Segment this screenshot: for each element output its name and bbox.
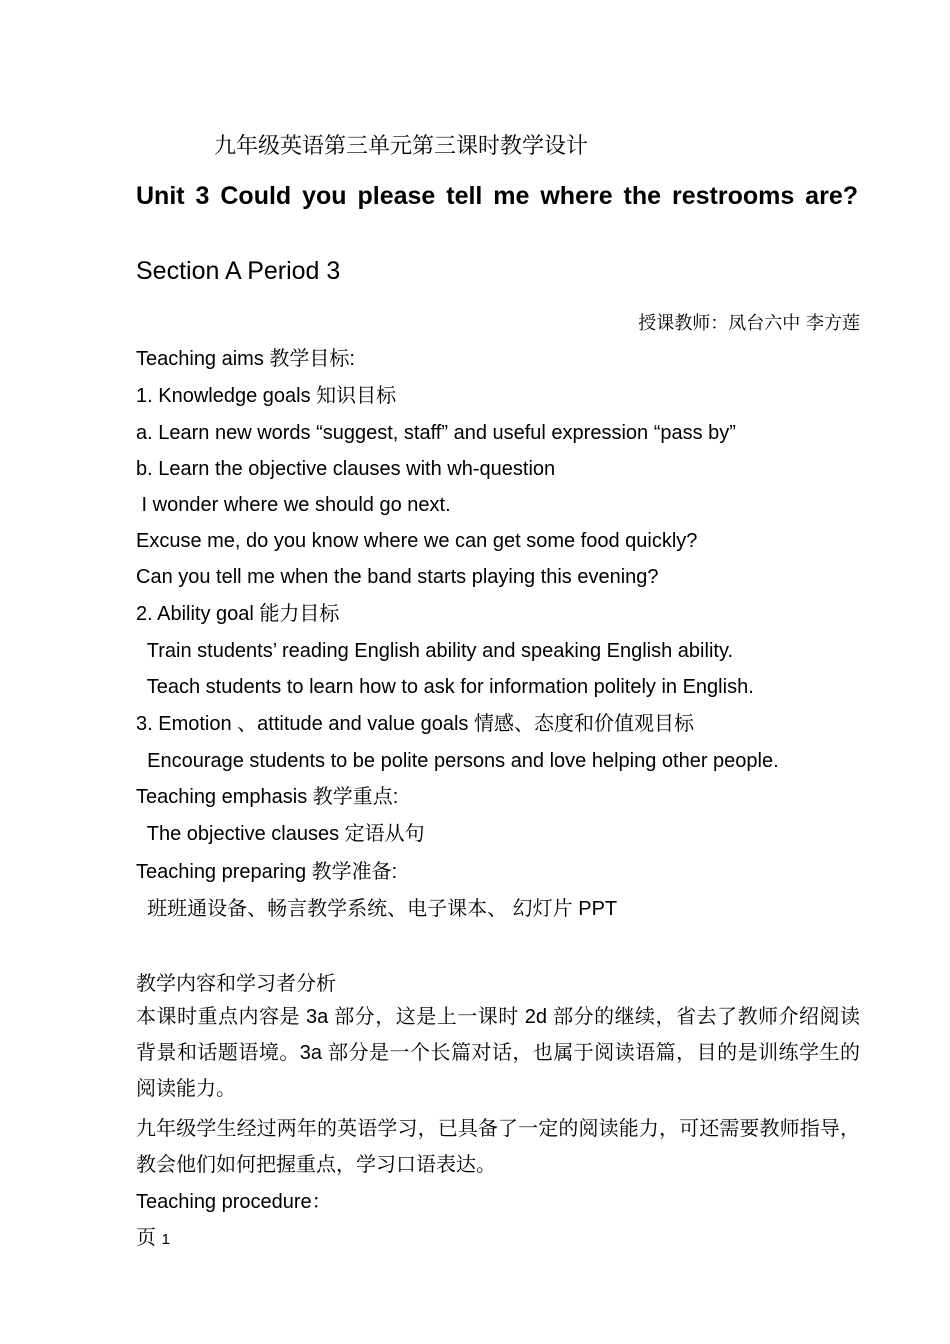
page-label: 页 (136, 1227, 156, 1249)
teaching-emphasis-item: The objective clauses 定语从句 (136, 823, 425, 845)
teaching-procedure-heading: Teaching procedure： (136, 1191, 332, 1213)
analysis-paragraph-1: 本课时重点内容是 3a 部分，这是上一课时 2d 部分的继续，省去了教师介绍阅读背景和话题语境。3a 部分是一个长篇对话，也属于阅读语篇，目的是训练学生的阅读能力。 (136, 1006, 860, 1100)
example-sentence-3: Can you tell me when the band starts playing this evening? (136, 566, 659, 588)
title-english: Unit 3 Could you please tell me where the restrooms are? (136, 182, 858, 210)
knowledge-goals-heading: 1. Knowledge goals 知识目标 (136, 385, 397, 407)
title-chinese: 九年级英语第三单元第三课时教学设计 (214, 134, 589, 159)
page-footer (136, 1225, 170, 1253)
knowledge-goal-a: a. Learn new words “suggest, staff” and useful expression “pass by” (136, 422, 736, 444)
teaching-aims-heading: Teaching aims 教学目标: (136, 348, 355, 370)
emotion-goal-1: Encourage students to be polite persons and love helping other people. (136, 750, 779, 772)
teaching-preparing-heading: Teaching preparing 教学准备: (136, 861, 398, 883)
teaching-preparing-item: 班班通设备、畅言教学系统、电子课本、 幻灯片 PPT (136, 898, 618, 920)
page-number: 1 (161, 1231, 170, 1248)
example-sentence-1: I wonder where we should go next. (136, 494, 451, 516)
ability-goal-1: Train students’ reading English ability and speaking English ability. (136, 640, 734, 662)
analysis-heading: 教学内容和学习者分析 (136, 971, 336, 995)
teaching-emphasis-heading: Teaching emphasis 教学重点: (136, 786, 399, 808)
ability-goal-2: Teach students to learn how to ask for information politely in English. (136, 676, 754, 698)
ability-goal-heading: 2. Ability goal 能力目标 (136, 603, 340, 625)
example-sentence-2: Excuse me, do you know where we can get some food quickly? (136, 530, 698, 552)
analysis-paragraph-2: 九年级学生经过两年的英语学习，已具备了一定的阅读能力，可还需要教师指导，教会他们如何把握重点，学习口语表达。 (136, 1118, 860, 1176)
teacher-info: 授课教师：凤台六中 李方莲 (638, 313, 860, 334)
emotion-goals-heading: 3. Emotion 、attitude and value goals 情感、态度和价值观目标 (136, 713, 694, 735)
knowledge-goal-b: b. Learn the objective clauses with wh-question (136, 458, 556, 480)
section-heading: Section A Period 3 (136, 257, 341, 285)
